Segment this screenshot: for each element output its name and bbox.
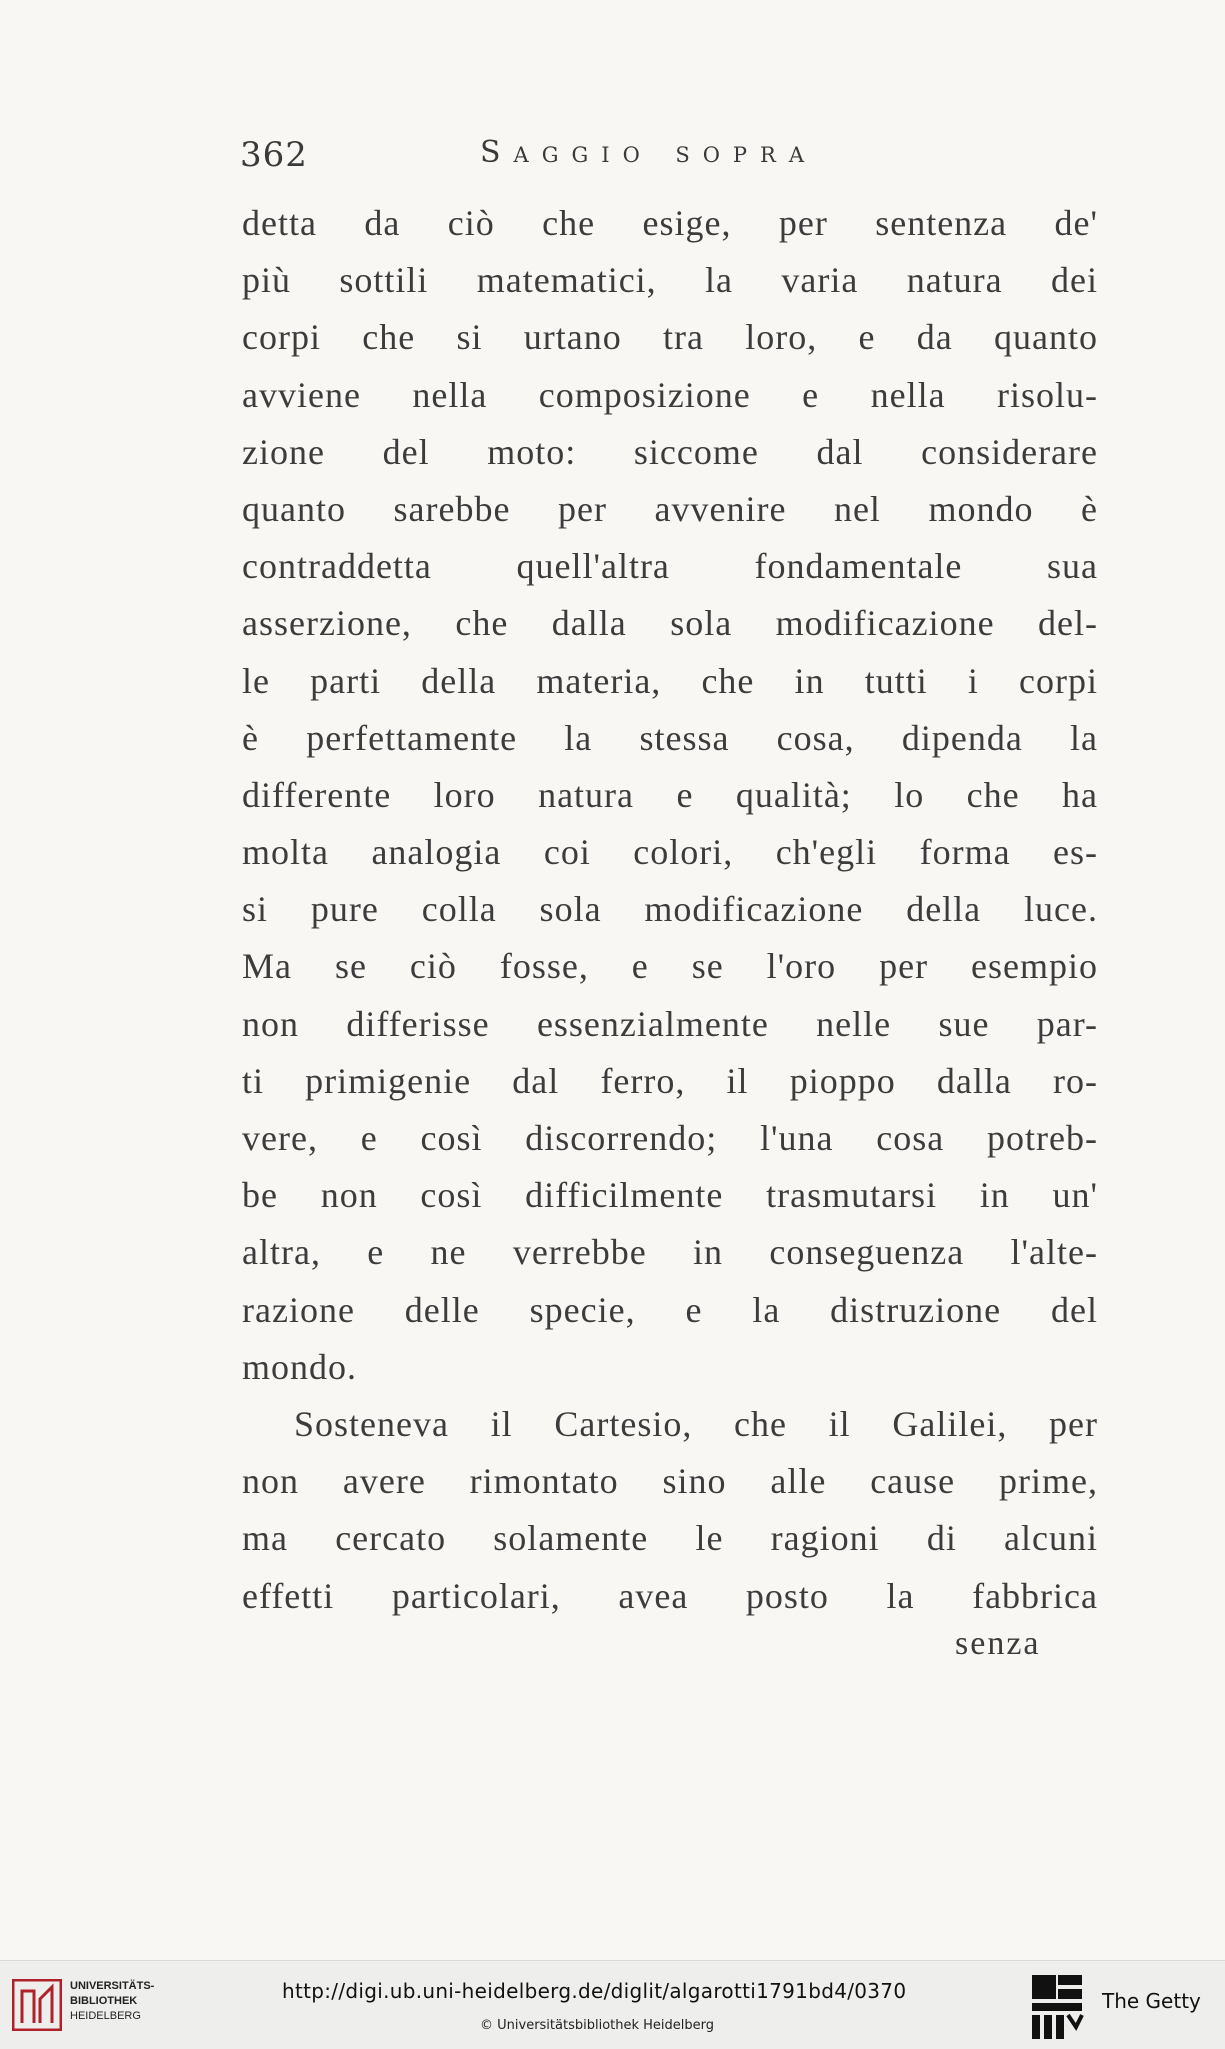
text-line: zione del moto: siccome dal considerare <box>242 431 1098 472</box>
text-line: vere, e così discorrendo; l'una cosa potreb- <box>242 1118 1098 1158</box>
text-line: si pure colla sola modificazione della luce. <box>242 889 1098 930</box>
text-line: contraddetta quell'altra fondamentale sua <box>242 546 1098 587</box>
library-line: BIBLIOTHEK <box>70 1995 138 2007</box>
text-line: Sosteneva il Cartesio, che il Galilei, per <box>294 1403 1098 1444</box>
footer-bar <box>0 1960 1225 2049</box>
text-line: corpi che si urtano tra loro, e da quanto <box>242 317 1098 358</box>
catchword: senza <box>955 1625 1041 1662</box>
text-line: molta analogia coi colori, ch'egli forma es- <box>242 832 1098 873</box>
text-line: non avere rimontato sino alle cause prime, <box>242 1461 1098 1502</box>
text-line: razione delle specie, e la distruzione del <box>242 1289 1098 1330</box>
ub-heidelberg-logo-icon <box>12 1979 62 2031</box>
library-line: HEIDELBERG <box>70 2010 141 2022</box>
text-line: Ma se ciò fosse, e se l'oro per esempio <box>242 946 1098 987</box>
library-line: UNIVERSITÄTS- <box>70 1980 155 1992</box>
text-line: ma cercato solamente le ragioni di alcuni <box>242 1518 1098 1559</box>
page-number: 362 <box>240 135 308 175</box>
running-head: Saggio sopra <box>480 135 818 170</box>
permalink-url[interactable]: http://digi.ub.uni-heidelberg.de/diglit/algarotti1791bd4/0370 <box>282 1979 907 2003</box>
library-name <box>70 1979 154 2024</box>
text-line: più sottili matematici, la varia natura dei <box>242 260 1098 301</box>
body-text <box>242 195 1098 1625</box>
text-line: ti primigenie dal ferro, il pioppo dalla ro- <box>242 1060 1098 1101</box>
text-line: le parti della materia, che in tutti i corpi <box>242 660 1098 701</box>
getty-logo-icon <box>1030 1973 1084 2041</box>
text-line: non differisse essenzialmente nelle sue par- <box>242 1003 1098 1044</box>
page-header <box>240 135 1100 185</box>
text-line: avviene nella composizione e nella risolu- <box>242 374 1098 415</box>
getty-label: The Getty <box>1102 1989 1201 2013</box>
text-line: effetti particolari, avea posto la fabbrica <box>242 1575 1098 1616</box>
text-line: quanto sarebbe per avvenire nel mondo è <box>242 488 1098 529</box>
text-line: è perfettamente la stessa cosa, dipenda la <box>242 717 1098 758</box>
text-line: altra, e ne verrebbe in conseguenza l'alte- <box>242 1232 1098 1273</box>
text-line: asserzione, che dalla sola modificazione del- <box>242 603 1098 644</box>
copyright-notice: © Universitätsbibliothek Heidelberg <box>480 2018 715 2033</box>
text-line: differente loro natura e qualità; lo che ha <box>242 774 1098 815</box>
text-line: be non così difficilmente trasmutarsi in un' <box>242 1175 1098 1216</box>
text-line: mondo. <box>242 1346 358 1387</box>
text-line: detta da ciò che esige, per sentenza de' <box>242 203 1098 243</box>
